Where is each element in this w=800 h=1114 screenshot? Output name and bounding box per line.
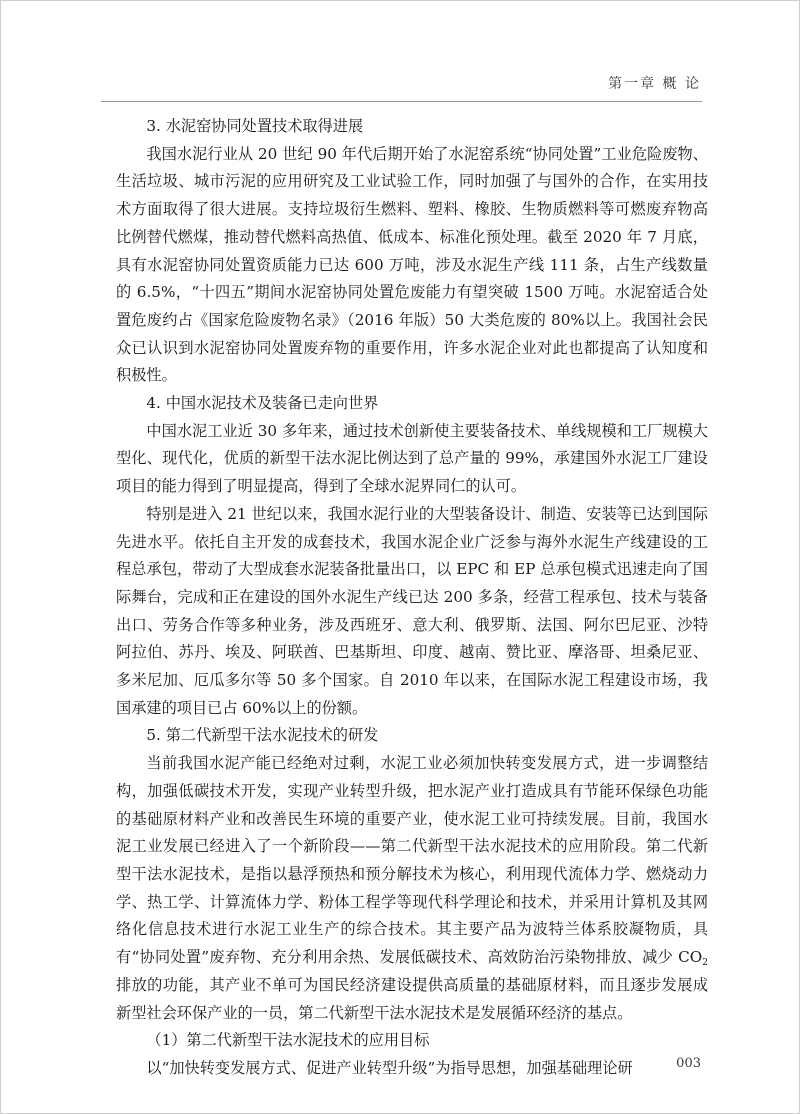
section-4-paragraph-2: 特别是进入 21 世纪以来，我国水泥行业的大型装备设计、制造、安装等已达到国际先进水平。依托自主开发的成套技术，我国水泥企业广泛参与海外水泥生产线建设的工程总承包，带动了大型成套水泥装备批量出口，以 EPC 和 EP 总承包模式迅速走向了国际舞台，完成和正在建设的国外水泥生产线已达 200 多条，经营工程承包、技术与装备出口、劳务合作等多种业务，涉及西班牙、意大利、俄罗斯、法国、阿尔巴尼亚、沙特阿拉伯、苏丹、埃及、阿联酋、巴基斯坦、印度、越南、赞比亚、摩洛哥、坦桑尼亚、多米尼加、厄瓜多尔等 50 多个国家。自 2010 年以来，在国际水泥工程建设市场，我国承建的项目已占 60%以上的份额。 (116, 504, 708, 717)
chapter-header: 第一章 概 论 (608, 76, 701, 92)
section-5-heading: 5. 第二代新型干法水泥技术的研发 (146, 726, 379, 745)
subsection-1-paragraph-1: 以“加快转变发展方式、促进产业转型升级”为指导思想，加强基础理论研 (146, 1058, 633, 1077)
co2-subscript: 2 (702, 958, 708, 969)
subsection-1-heading: （1）第二代新型干法水泥技术的应用目标 (146, 1031, 430, 1050)
section-3-paragraph-1: 我国水泥行业从 20 世纪 90 年代后期开始了水泥窑系统“协同处置”工业危险废物、生活垃圾、城市污泥的应用研究及工业试验工作，同时加强了与国外的合作，在实用技术方面取得了很大进展。支持垃圾衍生燃料、塑料、橡胶、生物质燃料等可燃废弃物高比例替代燃煤，推动替代燃料高热值、低成本、标准化预处理。截至 2020 年 7 月底，具有水泥窑协同处置资质能力已达 600 万吨，涉及水泥生产线 111 条，占生产线数量的 6.5%，“十四五”期间水泥窑协同处置危废能力有望突破 1500 万吨。水泥窑适合处置危废约占《国家危险废物名录》（2016 年版）50 大类危废的 80%以上。我国社会民众已认识到水泥窑协同处置废弃物的重要作用，许多水泥企业对此也都提高了认知度和积极性。 (116, 144, 708, 385)
header-rule (101, 101, 702, 102)
section-5-paragraph-1 (116, 750, 708, 1027)
section-4-heading: 4. 中国水泥技术及装备已走向世界 (146, 394, 379, 413)
section-4-paragraph-1: 中国水泥工业近 30 多年来，通过技术创新使主要装备技术、单线规模和工厂规模大型化、现代化，优质的新型干法水泥比例达到了总产量的 99%，承建国外水泥工厂建设项目的能力得到了明显提高，得到了全球水泥界同仁的认可。 (116, 421, 708, 496)
section-5-paragraph-1-part-a: 当前我国水泥产能已经绝对过剩，水泥工业必须加快转变发展方式，进一步调整结构，加强低碳技术开发，实现产业转型升级，把水泥产业打造成具有节能环保绿色功能的基础原材料产业和改善民生环境的重要产业，使水泥工业可持续发展。目前，我国水泥工业发展已经进入了一个新阶段——第二代新型干法水泥技术的应用阶段。第二代新型干法水泥技术，是指以悬浮预热和预分解技术为核心，利用现代流体力学、燃烧动力学、热工学、计算流体力学、粉体工程学等现代科学理论和技术，并采用计算机及其网络化信息技术进行水泥工业生产的综合技术。其主要产品为波特兰体系胶凝物质，具有“协同处置”废弃物、充分利用余热、发展低碳技术、高效防治污染物排放、减少 CO (116, 754, 708, 967)
section-3-heading: 3. 水泥窑协同处置技术取得进展 (146, 117, 364, 135)
page-number: 003 (676, 1056, 701, 1071)
page-body (116, 113, 708, 1083)
section-5-paragraph-1-part-b: 排放的功能，其产业不单可为国民经济建设提供高质量的基础原材料，而且逐步发展成新型社会环保产业的一员，第二代新型干法水泥技术是发展循环经济的基点。 (116, 975, 708, 1022)
